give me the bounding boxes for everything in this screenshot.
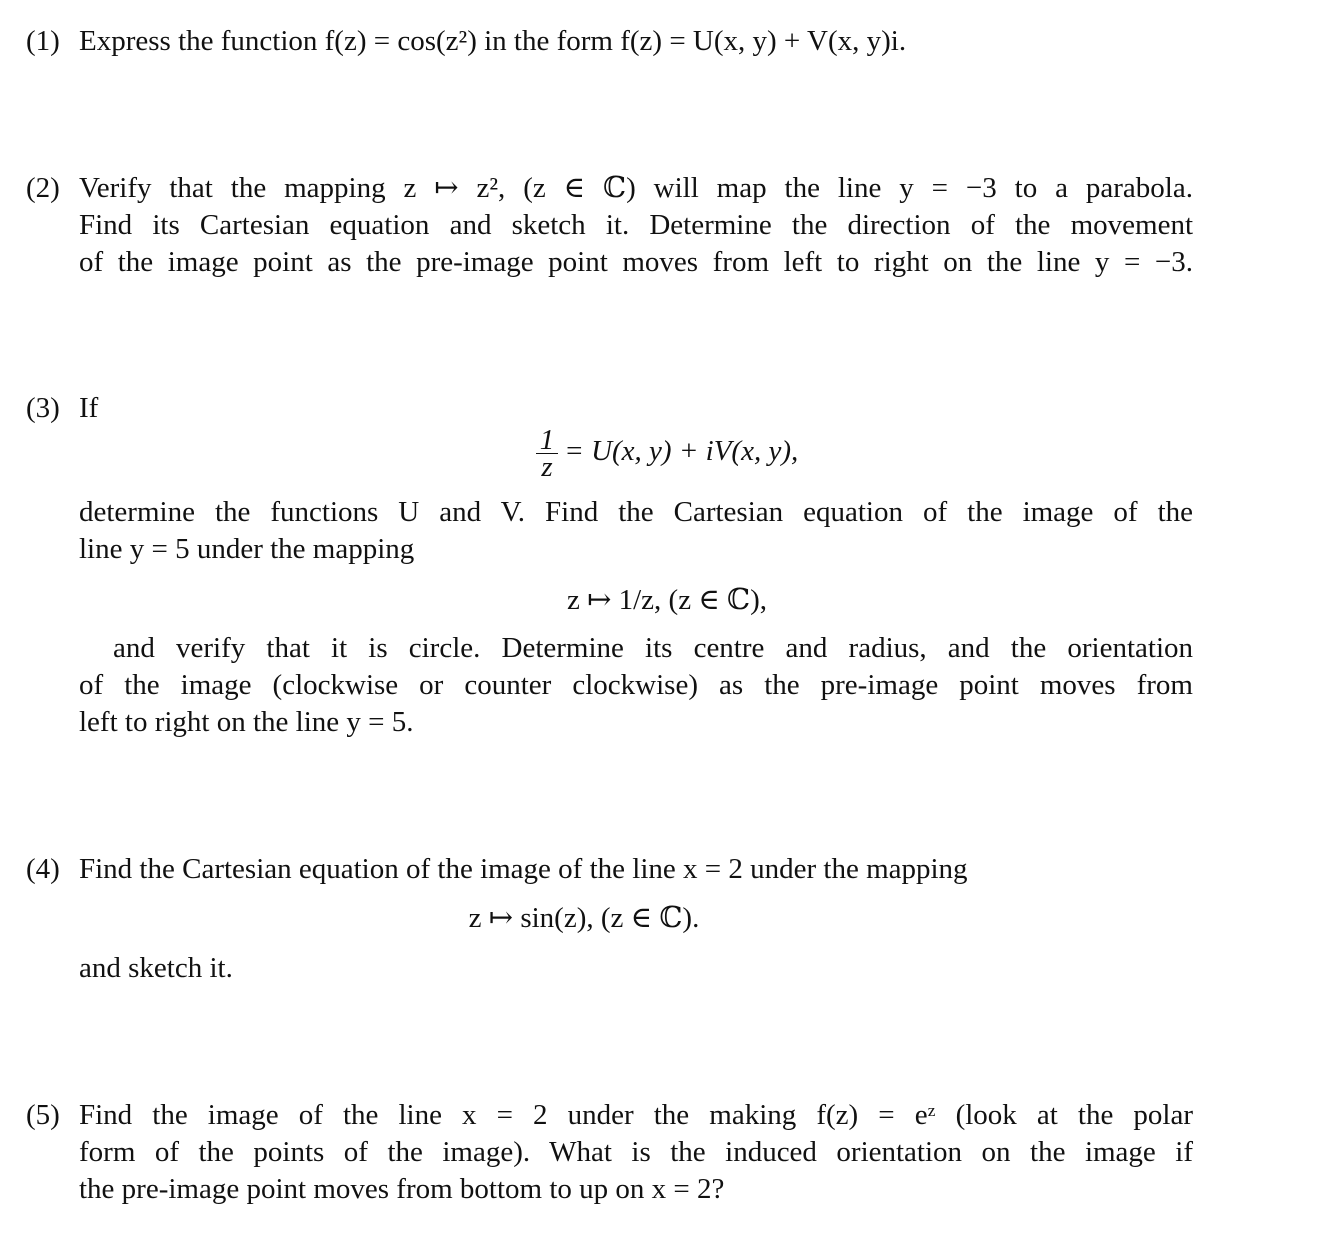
problem-3-line-b2: of the image (clockwise or counter clockwise) as the pre-image point moves from bbox=[79, 669, 1193, 701]
problem-5-line-3: the pre-image point moves from bottom to up on x = 2? bbox=[79, 1173, 725, 1205]
problem-2-number: (2) bbox=[26, 172, 60, 204]
problem-5-line-2: form of the points of the image). What is the induced orientation on the image if bbox=[79, 1136, 1193, 1168]
problem-5-number: (5) bbox=[26, 1099, 60, 1131]
problem-2-line-2: Find its Cartesian equation and sketch it. Determine the direction of the movement bbox=[79, 209, 1193, 241]
problem-3-line-b1: and verify that it is circle. Determine its centre and radius, and the orientation bbox=[113, 632, 1193, 664]
problem-2-line-3: of the image point as the pre-image point moves from left to right on the line y = −3. bbox=[79, 246, 1193, 278]
problem-5-line-1: Find the image of the line x = 2 under the making f(z) = eᶻ (look at the polar bbox=[79, 1099, 1193, 1131]
problem-3-display-equation-1 bbox=[0, 423, 1334, 483]
problem-2-line-1: Verify that the mapping z ↦ z², (z ∈ ℂ) will map the line y = −3 to a parabola. bbox=[79, 172, 1193, 204]
display-equation-rest: = U(x, y) + iV(x, y), bbox=[564, 435, 799, 467]
problem-4-number: (4) bbox=[26, 853, 60, 885]
problem-4-line-1: Find the Cartesian equation of the image of the line x = 2 under the mapping bbox=[79, 853, 968, 885]
problem-3-display-equation-2: z ↦ 1/z, (z ∈ ℂ), bbox=[566, 584, 768, 616]
problem-4-display-equation: z ↦ sin(z), (z ∈ ℂ). bbox=[468, 902, 700, 934]
problem-1-line-1: Express the function f(z) = cos(z²) in the form f(z) = U(x, y) + V(x, y)i. bbox=[79, 25, 907, 57]
problem-3-line-a1: determine the functions U and V. Find the Cartesian equation of the image of the bbox=[79, 496, 1193, 528]
fraction-denominator: z bbox=[541, 450, 553, 483]
problem-4-after: and sketch it. bbox=[79, 952, 233, 984]
problem-1-number: (1) bbox=[26, 25, 60, 57]
fraction-one-over-z bbox=[536, 423, 559, 483]
problem-3-number: (3) bbox=[26, 392, 60, 424]
problem-3-line-a2: line y = 5 under the mapping bbox=[79, 533, 415, 565]
problem-3-intro: If bbox=[79, 392, 99, 424]
fraction-numerator: 1 bbox=[536, 427, 559, 454]
problem-3-line-b3: left to right on the line y = 5. bbox=[79, 706, 414, 738]
